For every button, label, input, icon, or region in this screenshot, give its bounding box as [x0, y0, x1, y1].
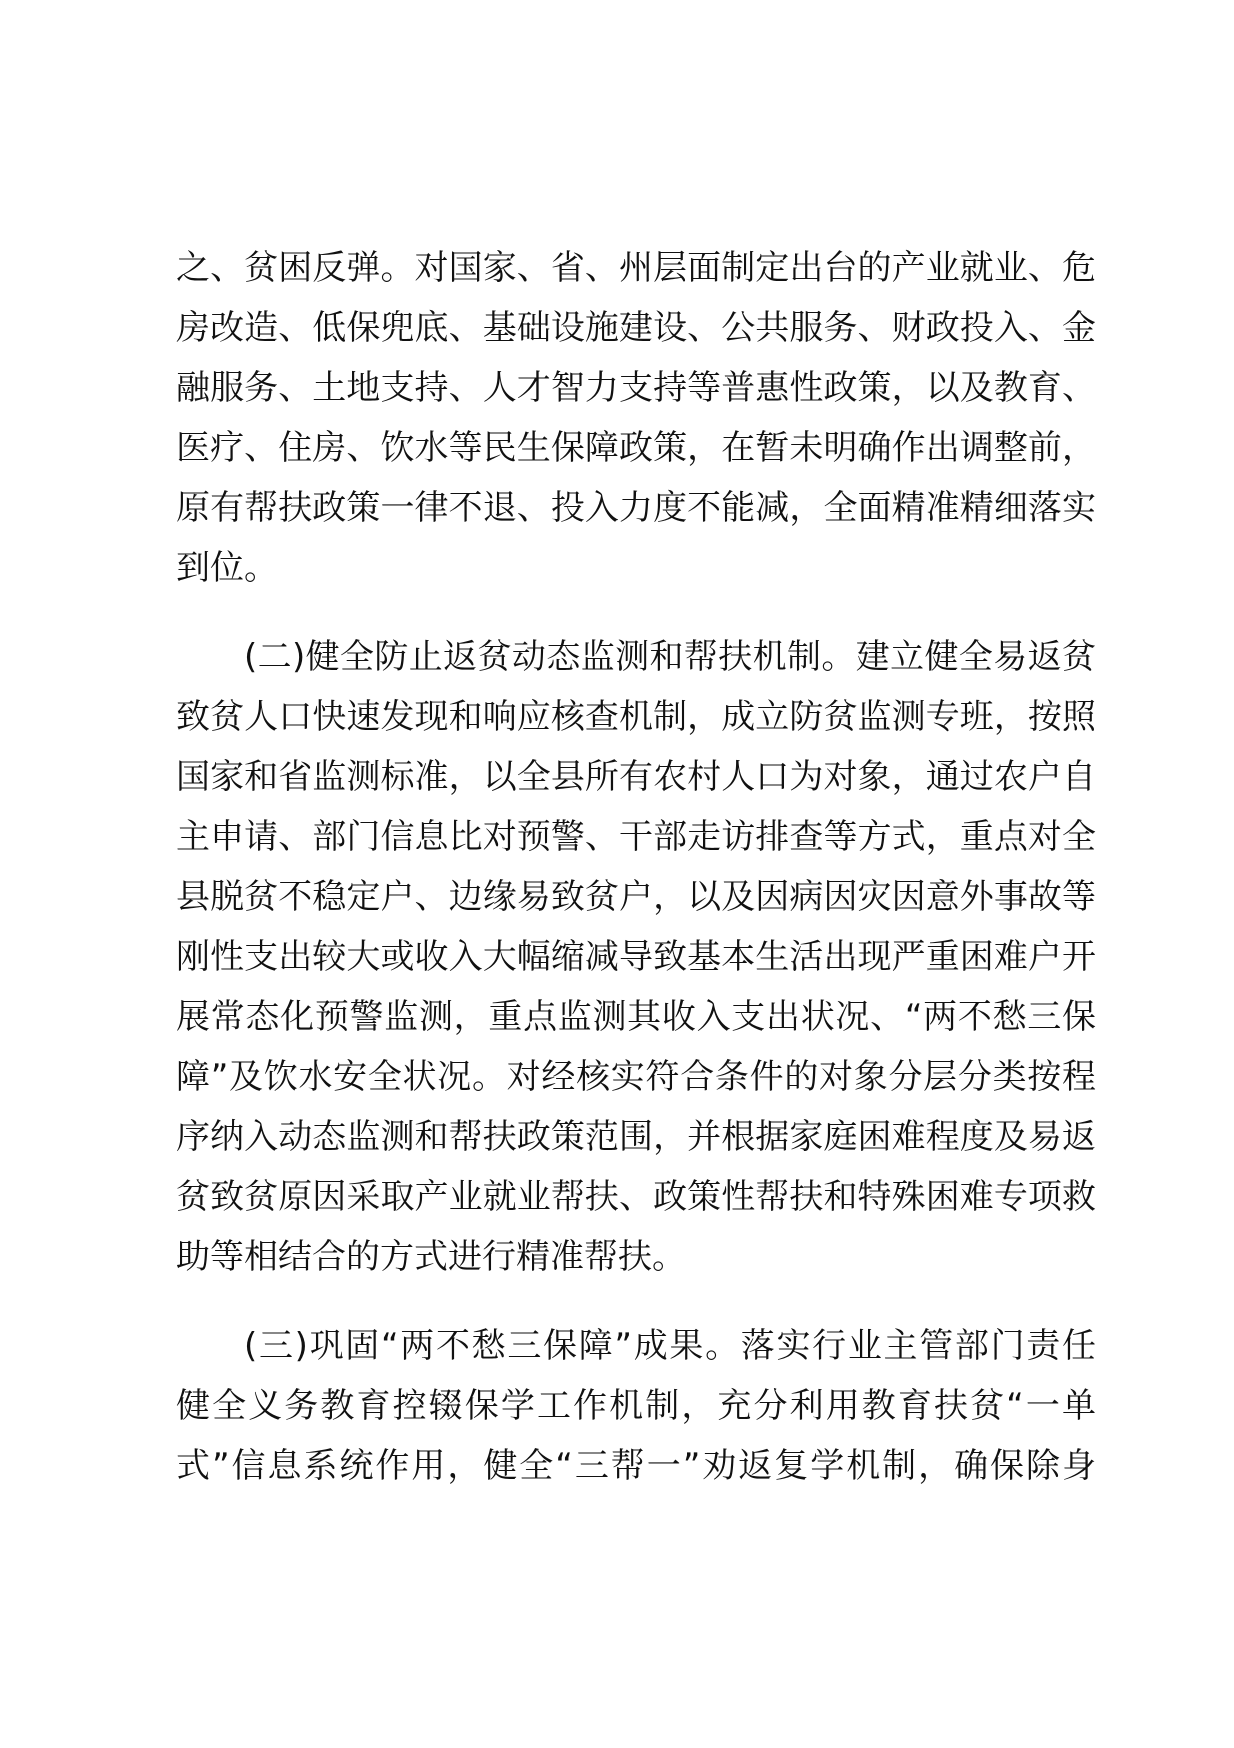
paragraph-2-line-10: 贫致贫原因采取产业就业帮扶、政策性帮扶和特殊困难专项救 — [176, 1177, 1096, 1217]
paragraph-2-line-2: 致贫人口快速发现和响应核查机制，成立防贫监测专班，按照 — [176, 697, 1096, 737]
paragraph-2-line-6: 刚性支出较大或收入大幅缩减导致基本生活出现严重困难户开 — [176, 937, 1096, 977]
paragraph-1-line-4: 医疗、住房、饮水等民生保障政策，在暂未明确作出调整前， — [176, 428, 1096, 468]
paragraph-2-line-3: 国家和省监测标准，以全县所有农村人口为对象，通过农户自 — [176, 757, 1096, 797]
paragraph-2-line-1: (二)健全防止返贫动态监测和帮扶机制。建立健全易返贫 — [244, 637, 1096, 677]
paragraph-gap — [176, 598, 1096, 627]
paragraph-2-line-5: 县脱贫不稳定户、边缘易致贫户，以及因病因灾因意外事故等 — [176, 877, 1096, 917]
paragraph-1 — [176, 238, 1096, 598]
paragraph-1-line-3: 融服务、土地支持、人才智力支持等普惠性政策，以及教育、 — [176, 368, 1096, 408]
paragraph-2-line-4: 主申请、部门信息比对预警、干部走访排查等方式，重点对全 — [176, 817, 1096, 857]
paragraph-2-line-7: 展常态化预警监测，重点监测其收入支出状况、“两不愁三保 — [176, 997, 1096, 1037]
paragraph-3-line-1: (三)巩固“两不愁三保障”成果。落实行业主管部门责任 — [244, 1326, 1096, 1366]
document-body — [176, 238, 1096, 1496]
paragraph-2-line-11: 助等相结合的方式进行精准帮扶。 — [176, 1237, 686, 1277]
paragraph-gap — [176, 1287, 1096, 1316]
paragraph-3-line-2: 健全义务教育控辍保学工作机制，充分利用教育扶贫“一单 — [176, 1386, 1096, 1426]
paragraph-1-line-6: 到位。 — [176, 548, 278, 588]
paragraph-3-line-3: 式”信息系统作用，健全“三帮一”劝返复学机制，确保除身 — [176, 1446, 1096, 1486]
paragraph-1-line-5: 原有帮扶政策一律不退、投入力度不能减，全面精准精细落实 — [176, 488, 1096, 528]
paragraph-2-line-9: 序纳入动态监测和帮扶政策范围，并根据家庭困难程度及易返 — [176, 1117, 1096, 1157]
paragraph-1-line-2: 房改造、低保兜底、基础设施建设、公共服务、财政投入、金 — [176, 308, 1096, 348]
paragraph-2-line-8: 障”及饮水安全状况。对经核实符合条件的对象分层分类按程 — [176, 1057, 1096, 1097]
paragraph-1-line-1: 之、贫困反弹。对国家、省、州层面制定出台的产业就业、危 — [176, 248, 1096, 288]
paragraph-3 — [176, 1316, 1096, 1496]
paragraph-2 — [176, 627, 1096, 1287]
